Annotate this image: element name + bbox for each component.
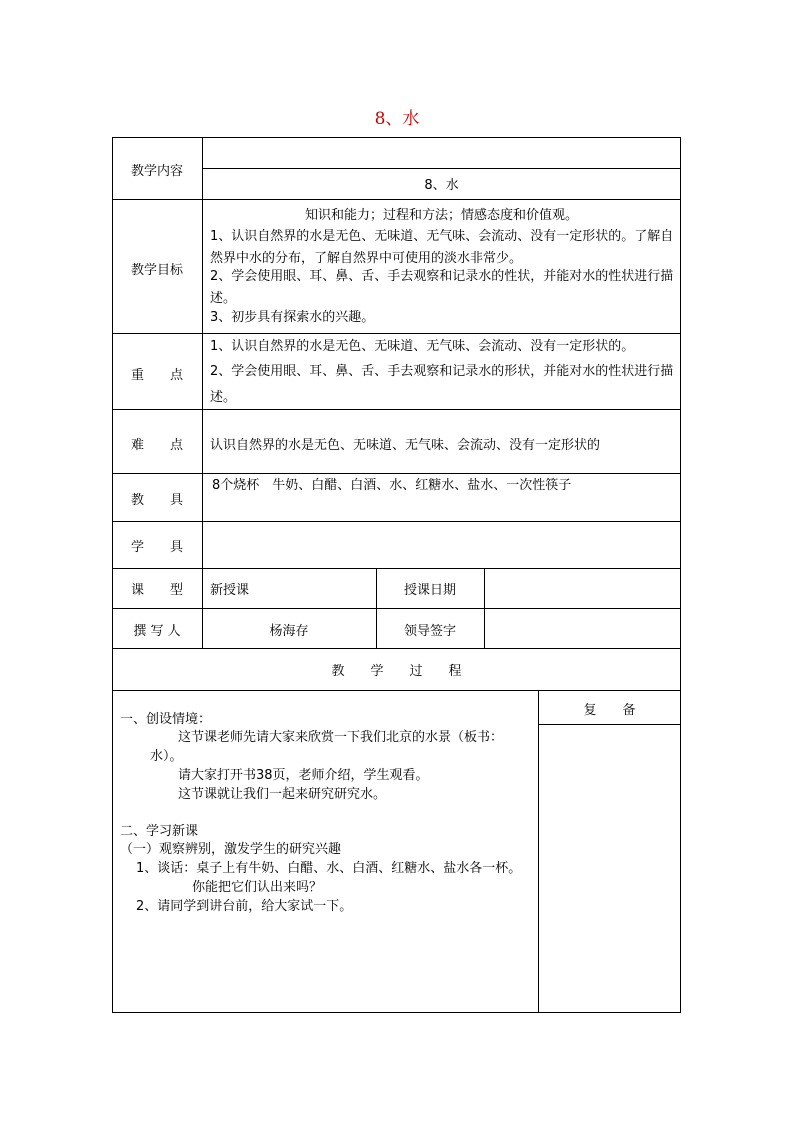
- row-divider: [112, 690, 681, 691]
- process-line: 这节课就让我们一起来研究研究水。: [178, 787, 387, 802]
- row-divider: [112, 648, 681, 649]
- lesson-type-label: 课 型: [130, 583, 183, 598]
- process-line: 请大家打开书38页，老师介绍，学生观看。: [178, 768, 429, 783]
- content-value: 8、水: [424, 178, 459, 193]
- key-point-2: 2、学会使用眼、耳、鼻、舌、手去观察和记录水的形状，并能对水的性状进行描述。: [210, 364, 674, 405]
- key-points-label: 重 点: [130, 368, 183, 383]
- row-divider: [112, 473, 681, 474]
- process-line: 水）。: [150, 749, 183, 764]
- review-heading: 复 备: [583, 703, 636, 718]
- difficulty-value: 认识自然界的水是无色、无味道、无气味、会流动、没有一定形状的: [210, 438, 601, 453]
- teaching-aids-value: 8个烧杯 牛奶、白醋、白酒、水、红糖水、盐水、一次性筷子: [212, 478, 572, 493]
- goals-item-1: 1、认识自然界的水是无色、无味道、无气味、会流动、没有一定形状的。了解自然界中水的分布，了解自然界中可使用的淡水非常少。: [210, 229, 674, 266]
- row-divider: [112, 608, 681, 609]
- goals-heading: 知识和能力；过程和方法；情感态度和价值观。: [304, 208, 578, 223]
- process-line: 2、请同学到讲台前，给大家试一下。: [136, 899, 353, 914]
- page-title: 8、水: [374, 109, 420, 129]
- process-line: 二、学习新课: [120, 824, 199, 839]
- process-line: 你能把它们认出来吗？: [192, 880, 323, 895]
- process-heading: 教 学 过 程: [331, 664, 462, 679]
- author-value: 杨海存: [269, 624, 309, 639]
- leader-sign-label: 领导签字: [403, 624, 456, 639]
- date-value-divider: [484, 568, 485, 648]
- process-line: 1、谈话：桌子上有牛奶、白醋、水、白酒、红糖水、盐水各一杯。: [136, 861, 522, 876]
- process-line: （一）观察辨别，激发学生的研究兴趣: [120, 842, 342, 857]
- goals-item-2: 2、学会使用眼、耳、鼻、舌、手去观察和记录水的性状，并能对水的性状进行描述。: [210, 269, 674, 306]
- process-line: 这节课老师先请大家来欣赏一下我们北京的水景（板书：: [178, 730, 504, 745]
- student-aids-label: 学 具: [130, 540, 183, 555]
- row-divider: [112, 333, 681, 334]
- row-divider: [112, 568, 681, 569]
- goals-item-3: 3、初步具有探索水的兴趣。: [210, 310, 375, 325]
- author-label: 撰 写 人: [133, 624, 181, 639]
- content-sub-divider: [202, 168, 681, 169]
- difficulty-label: 难 点: [130, 438, 183, 453]
- row-divider: [112, 521, 681, 522]
- lesson-type-value: 新授课: [210, 583, 250, 598]
- review-column-divider: [538, 690, 539, 1013]
- row-divider: [112, 199, 681, 200]
- teaching-aids-label: 教 具: [130, 493, 183, 508]
- review-sub-divider: [538, 724, 681, 725]
- process-line: 一、创设情境：: [120, 712, 212, 727]
- goals-label: 教学目标: [130, 263, 183, 278]
- key-point-1: 1、认识自然界的水是无色、无味道、无气味、会流动、没有一定形状的。: [210, 339, 635, 354]
- content-label: 教学内容: [130, 164, 183, 179]
- lesson-date-label: 授课日期: [403, 583, 456, 598]
